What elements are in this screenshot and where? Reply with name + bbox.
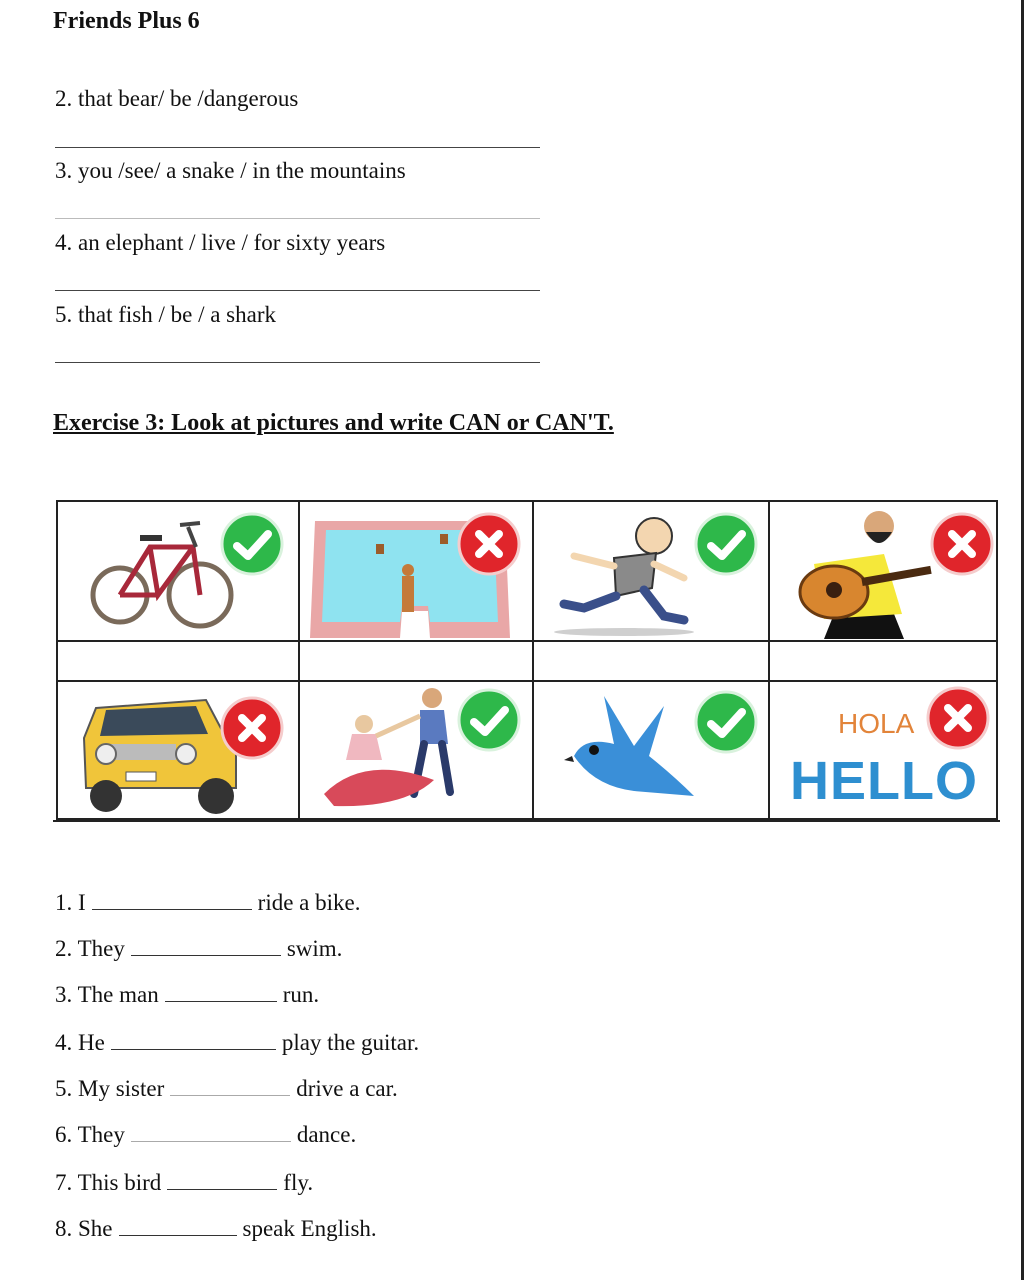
dancing-couple-icon	[324, 684, 474, 819]
answer-cell-1[interactable]	[56, 640, 300, 682]
sentence-end: speak English.	[242, 1216, 377, 1241]
answer-blank[interactable]	[170, 1077, 290, 1096]
sentence-1	[55, 890, 361, 916]
sentence-end: play the guitar.	[281, 1030, 420, 1055]
sentence-end: fly.	[283, 1170, 314, 1195]
exercise-3-heading: Exercise 3: Look at pictures and write CAN or CAN'T.	[53, 410, 614, 436]
sentence-3	[55, 982, 319, 1008]
bicycle-icon	[88, 507, 238, 637]
sentence-7	[55, 1170, 313, 1196]
sentence-5	[55, 1076, 398, 1102]
sentence-start: 7. This bird	[55, 1170, 162, 1195]
sentence-start: 1. I	[55, 890, 86, 915]
sentence-end: swim.	[286, 936, 343, 961]
question-3: 3. you /see/ a snake / in the mountains	[55, 158, 406, 183]
answer-cell-4[interactable]	[768, 640, 998, 682]
bird-icon	[564, 686, 714, 816]
answer-blank[interactable]	[167, 1171, 277, 1190]
picture-table	[56, 500, 998, 820]
answer-blank[interactable]	[119, 1217, 237, 1236]
answer-line-2[interactable]	[55, 147, 540, 148]
sentence-end: run.	[282, 982, 320, 1007]
answer-line-5[interactable]	[55, 362, 540, 363]
sentence-start: 2. They	[55, 936, 125, 961]
tick-badge	[457, 688, 521, 752]
sentence-end: ride a bike.	[257, 890, 361, 915]
hello-text: HELLO	[790, 751, 978, 811]
answer-blank[interactable]	[131, 1123, 291, 1142]
sentence-8	[55, 1216, 377, 1242]
sentence-6	[55, 1122, 356, 1148]
answer-line-4[interactable]	[55, 290, 540, 291]
sentence-start: 8. She	[55, 1216, 113, 1241]
cross-badge	[220, 696, 284, 760]
cell-car	[56, 680, 300, 820]
cell-guitar	[768, 500, 998, 642]
tick-badge	[694, 690, 758, 754]
sentence-end: dance.	[296, 1122, 357, 1147]
sentence-start: 4. He	[55, 1030, 105, 1055]
sentence-4	[55, 1030, 419, 1056]
cross-badge	[930, 512, 994, 576]
answer-blank[interactable]	[111, 1031, 276, 1050]
tick-badge	[220, 512, 284, 576]
tick-badge	[694, 512, 758, 576]
question-4: 4. an elephant / live / for sixty years	[55, 230, 386, 255]
guitar-player-icon	[784, 504, 934, 642]
cross-badge	[926, 686, 990, 750]
answer-blank[interactable]	[131, 937, 281, 956]
cell-bike	[56, 500, 300, 642]
cell-runner	[532, 500, 770, 642]
sentence-start: 3. The man	[55, 982, 159, 1007]
answer-cell-2[interactable]	[298, 640, 534, 682]
cell-language	[768, 680, 998, 820]
answer-blank[interactable]	[92, 891, 252, 910]
sentence-start: 5. My sister	[55, 1076, 165, 1101]
answer-line-3[interactable]	[55, 218, 540, 219]
answer-cell-3[interactable]	[532, 640, 770, 682]
cross-badge	[457, 512, 521, 576]
question-2: 2. that bear/ be /dangerous	[55, 86, 299, 111]
sentence-end: drive a car.	[296, 1076, 398, 1101]
cell-pool	[298, 500, 534, 642]
page-title: Friends Plus 6	[53, 8, 200, 34]
table-bottom-rule	[53, 820, 1000, 822]
hola-text: HOLA	[838, 708, 915, 739]
sentence-start: 6. They	[55, 1122, 125, 1147]
sentence-2	[55, 936, 342, 962]
cell-bird	[532, 680, 770, 820]
question-5: 5. that fish / be / a shark	[55, 302, 277, 327]
cell-dance	[298, 680, 534, 820]
answer-blank[interactable]	[165, 983, 277, 1002]
running-man-icon	[544, 508, 704, 638]
